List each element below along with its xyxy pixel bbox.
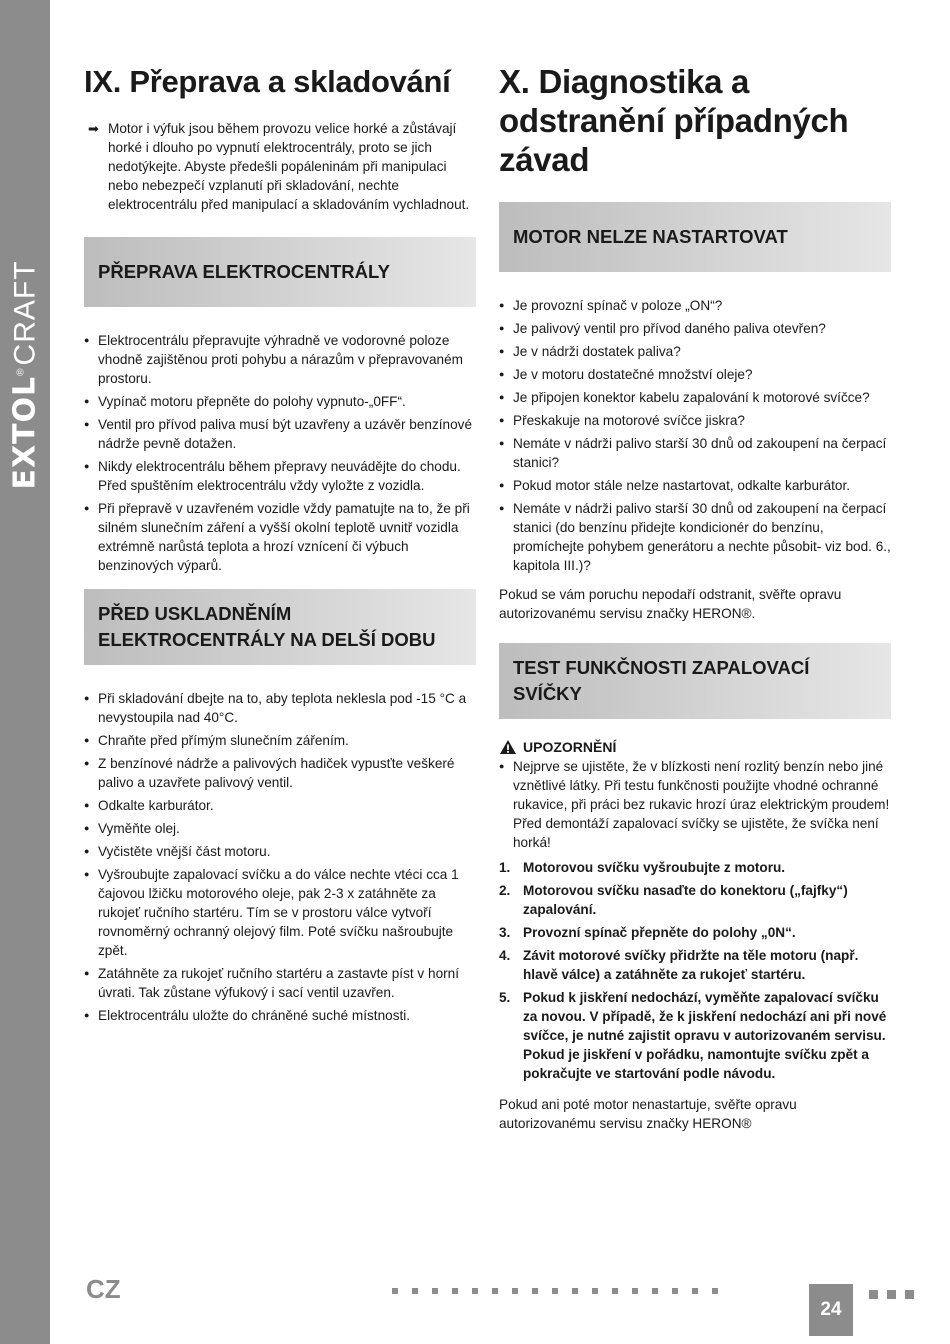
- step-text: Motorovou svíčku vyšroubujte z motoru.: [523, 860, 786, 875]
- step-text: Závit motorové svíčky přidržte na těle motoru (např. hlavě válce) a zatáhněte za rukojeť startéru.: [523, 948, 859, 982]
- step-number: 4.: [499, 948, 511, 963]
- warning-heading: [499, 739, 891, 755]
- step-item: [499, 923, 891, 942]
- warning-icon: [499, 739, 517, 755]
- list-item: ● Nemáte v nádrži palivo starší 30 dnů od zakoupení na čerpací stanici?: [499, 434, 891, 472]
- decor-square: [869, 1290, 878, 1299]
- decor-dot: [692, 1288, 698, 1294]
- list-item: ● Při skladování dbejte na to, aby teplota neklesla pod -15 °C a nevystoupila nad 40°C.: [84, 689, 476, 727]
- intro-paragraph: [84, 119, 476, 214]
- page-number: 24: [809, 1284, 853, 1336]
- list-item: ● Odkalte karburátor.: [84, 796, 476, 815]
- step-number: 3.: [499, 925, 511, 940]
- section-header-spark-test: [499, 643, 891, 719]
- list-item: ● Přeskakuje na motorové svíčce jiskra?: [499, 411, 891, 430]
- list-item: ● Vypínač motoru přepněte do polohy vypnuto-„0FF“.: [84, 392, 476, 411]
- list-item: ● Elektrocentrálu uložte do chráněné suché místnosti.: [84, 1006, 476, 1025]
- sidebar-band: [0, 0, 50, 1344]
- step-number: 1.: [499, 860, 511, 875]
- decor-dot: [452, 1288, 458, 1294]
- step-text: Pokud k jiskření nedochází, vyměňte zapalovací svíčku za novou. V případě, že k jiskření nedochází ani při nové svíčce, je nutné zajistit opravu v autorizovaném servisu. Pokud je jiskření v pořádku, namontujte svíčku zpět a pokračujte ve startování podle návodu.: [523, 990, 887, 1081]
- decor-dot: [512, 1288, 518, 1294]
- decor-dot: [412, 1288, 418, 1294]
- step-number: 5.: [499, 990, 511, 1005]
- list-item: ● Vyšroubujte zapalovací svíčku a do válce nechte vtéci cca 1 čajovou lžičku motorového oleje, pak 2-3 x zatáhněte za rukojeť ručního startéru. Tím se v prostoru válce vytvoří rovnoměrný ochranný olejový film. Poté svíčku našroubujte zpět.: [84, 865, 476, 960]
- decor-dot: [652, 1288, 658, 1294]
- list-item: ● Nikdy elektrocentrálu během přepravy neuvádějte do chodu. Před spuštěním elektrocentrálu vždy vyložte z vozidla.: [84, 457, 476, 495]
- step-item: [499, 858, 891, 877]
- section-title: MOTOR NELZE NASTARTOVAT: [513, 226, 788, 247]
- list-item: ● Je připojen konektor kabelu zapalování k motorové svíčce?: [499, 388, 891, 407]
- brand-craft: CRAFT: [8, 260, 42, 366]
- section-header-transport: [84, 237, 476, 307]
- list-item: ● Je v motoru dostatečné množství oleje?: [499, 365, 891, 384]
- step-item: [499, 988, 891, 1083]
- storage-list: [84, 689, 476, 1025]
- list-item: ● Elektrocentrálu přepravujte výhradně ve vodorovné poloze vhodně zajištěnou proti pohybu a nárazům v přepravovaném prostoru.: [84, 331, 476, 388]
- decor-dot: [572, 1288, 578, 1294]
- list-item: ● Nemáte v nádrži palivo starší 30 dnů od zakoupení na čerpací stanici (do benzínu přidejte kondicionér do benzínu, promíchejte pohybem generátoru a nechte působit- viz bod. 6., kapitola III.)?: [499, 499, 891, 575]
- decor-dot: [492, 1288, 498, 1294]
- list-item: ● Ventil pro přívod paliva musí být uzavřeny a uzávěr benzínové nádrže pevně dotažen.: [84, 415, 476, 453]
- decor-dot: [632, 1288, 638, 1294]
- section-title: PŘED USKLADNĚNÍM ELEKTROCENTRÁLY NA DELŠÍ DOBU: [98, 603, 436, 650]
- closing-note: Pokud ani poté motor nenastartuje, svěřte opravu autorizovanému servisu značky HERON®: [499, 1097, 797, 1131]
- section-header-engine: [499, 202, 891, 272]
- list-item: ● Nejprve se ujistěte, že v blízkosti není rozlitý benzín nebo jiné vznětlivé látky. Při testu funkčnosti použijte vhodné ochranné rukavice, při práci bez rukavic hrozí úraz elektrickým proudem! Před demontáží zapalovací svíčky se ujistěte, že svíčka není horká!: [499, 757, 891, 852]
- list-item: ● Je provozní spínač v poloze „ON“?: [499, 296, 891, 315]
- step-item: [499, 881, 891, 919]
- list-item: ● Je v nádrži dostatek paliva?: [499, 342, 891, 361]
- brand-logo: [8, 260, 43, 489]
- decor-square: [887, 1290, 896, 1299]
- list-item: ● Vyměňte olej.: [84, 819, 476, 838]
- chapter-title-right: X. Diagnostika a odstranění případných závad: [499, 63, 849, 178]
- intro-text: Motor i výfuk jsou během provozu velice horké a zůstávají horké i dlouho po vypnutí elektrocentrály, proto se jich nedotýkejte. Abyste předešli popáleninám při manipulaci nebo nebezpečí vzplanutí při skladování, nechte elektrocentrálu před manipulací a skladováním vychladnout.: [108, 121, 470, 212]
- list-item: ● Je palivový ventil pro přívod daného paliva otevřen?: [499, 319, 891, 338]
- list-item: ● Zatáhněte za rukojeť ručního startéru a zastavte píst v horní úvrati. Tak zůstane výfukový i sací ventil uzavřen.: [84, 964, 476, 1002]
- decor-dot: [552, 1288, 558, 1294]
- brand-reg-mark: ®: [15, 367, 27, 376]
- decor-dot: [592, 1288, 598, 1294]
- warning-title: UPOZORNĚNÍ: [523, 739, 617, 755]
- list-item: ● Vyčistěte vnější část motoru.: [84, 842, 476, 861]
- section-title: PŘEPRAVA ELEKTROCENTRÁLY: [98, 261, 390, 282]
- list-item: ● Chraňte před přímým slunečním zářením.: [84, 731, 476, 750]
- decor-dot: [672, 1288, 678, 1294]
- step-text: Motorovou svíčku nasaďte do konektoru („fajfky“) zapalování.: [523, 883, 848, 917]
- chapter-title-left: IX. Přeprava a skladování: [84, 64, 451, 99]
- decor-square: [905, 1290, 914, 1299]
- list-item: ● Z benzínové nádrže a palivových hadiček vypusťte veškeré palivo a uzavřete palivový ventil.: [84, 754, 476, 792]
- decor-dot: [432, 1288, 438, 1294]
- test-steps: [499, 858, 891, 1083]
- section-header-storage: [84, 589, 476, 665]
- decor-dot: [472, 1288, 478, 1294]
- decor-dot: [712, 1288, 718, 1294]
- right-column: [499, 62, 891, 1133]
- decor-dot: [392, 1288, 398, 1294]
- arrow-icon: ➡: [88, 121, 99, 136]
- transport-list: [84, 331, 476, 575]
- warning-list: [499, 757, 891, 852]
- language-code: CZ: [86, 1274, 121, 1304]
- step-item: [499, 946, 891, 984]
- decor-dot: [532, 1288, 538, 1294]
- left-column: [84, 62, 476, 1029]
- step-text: Provozní spínač přepněte do polohy „0N“.: [523, 925, 796, 940]
- footer-squares: [869, 1290, 914, 1299]
- decor-dot: [612, 1288, 618, 1294]
- step-number: 2.: [499, 883, 511, 898]
- service-note: Pokud se vám poruchu nepodaří odstranit, svěřte opravu autorizovanému servisu značky HERON®.: [499, 587, 842, 621]
- diagnostic-list: [499, 296, 891, 575]
- list-item: ● Pokud motor stále nelze nastartovat, odkalte karburátor.: [499, 476, 891, 495]
- section-title: TEST FUNKČNOSTI ZAPALOVACÍ SVÍČKY: [513, 657, 810, 704]
- list-item: ● Při přepravě v uzavřeném vozidle vždy pamatujte na to, že při silném slunečním záření a vyšší okolní teplotě uvnitř vozidla extrémně narůstá teplota a hrozí vznícení či výbuch benzinových výparů.: [84, 499, 476, 575]
- brand-extol: EXTOL: [7, 375, 43, 490]
- footer-dots: [392, 1288, 718, 1294]
